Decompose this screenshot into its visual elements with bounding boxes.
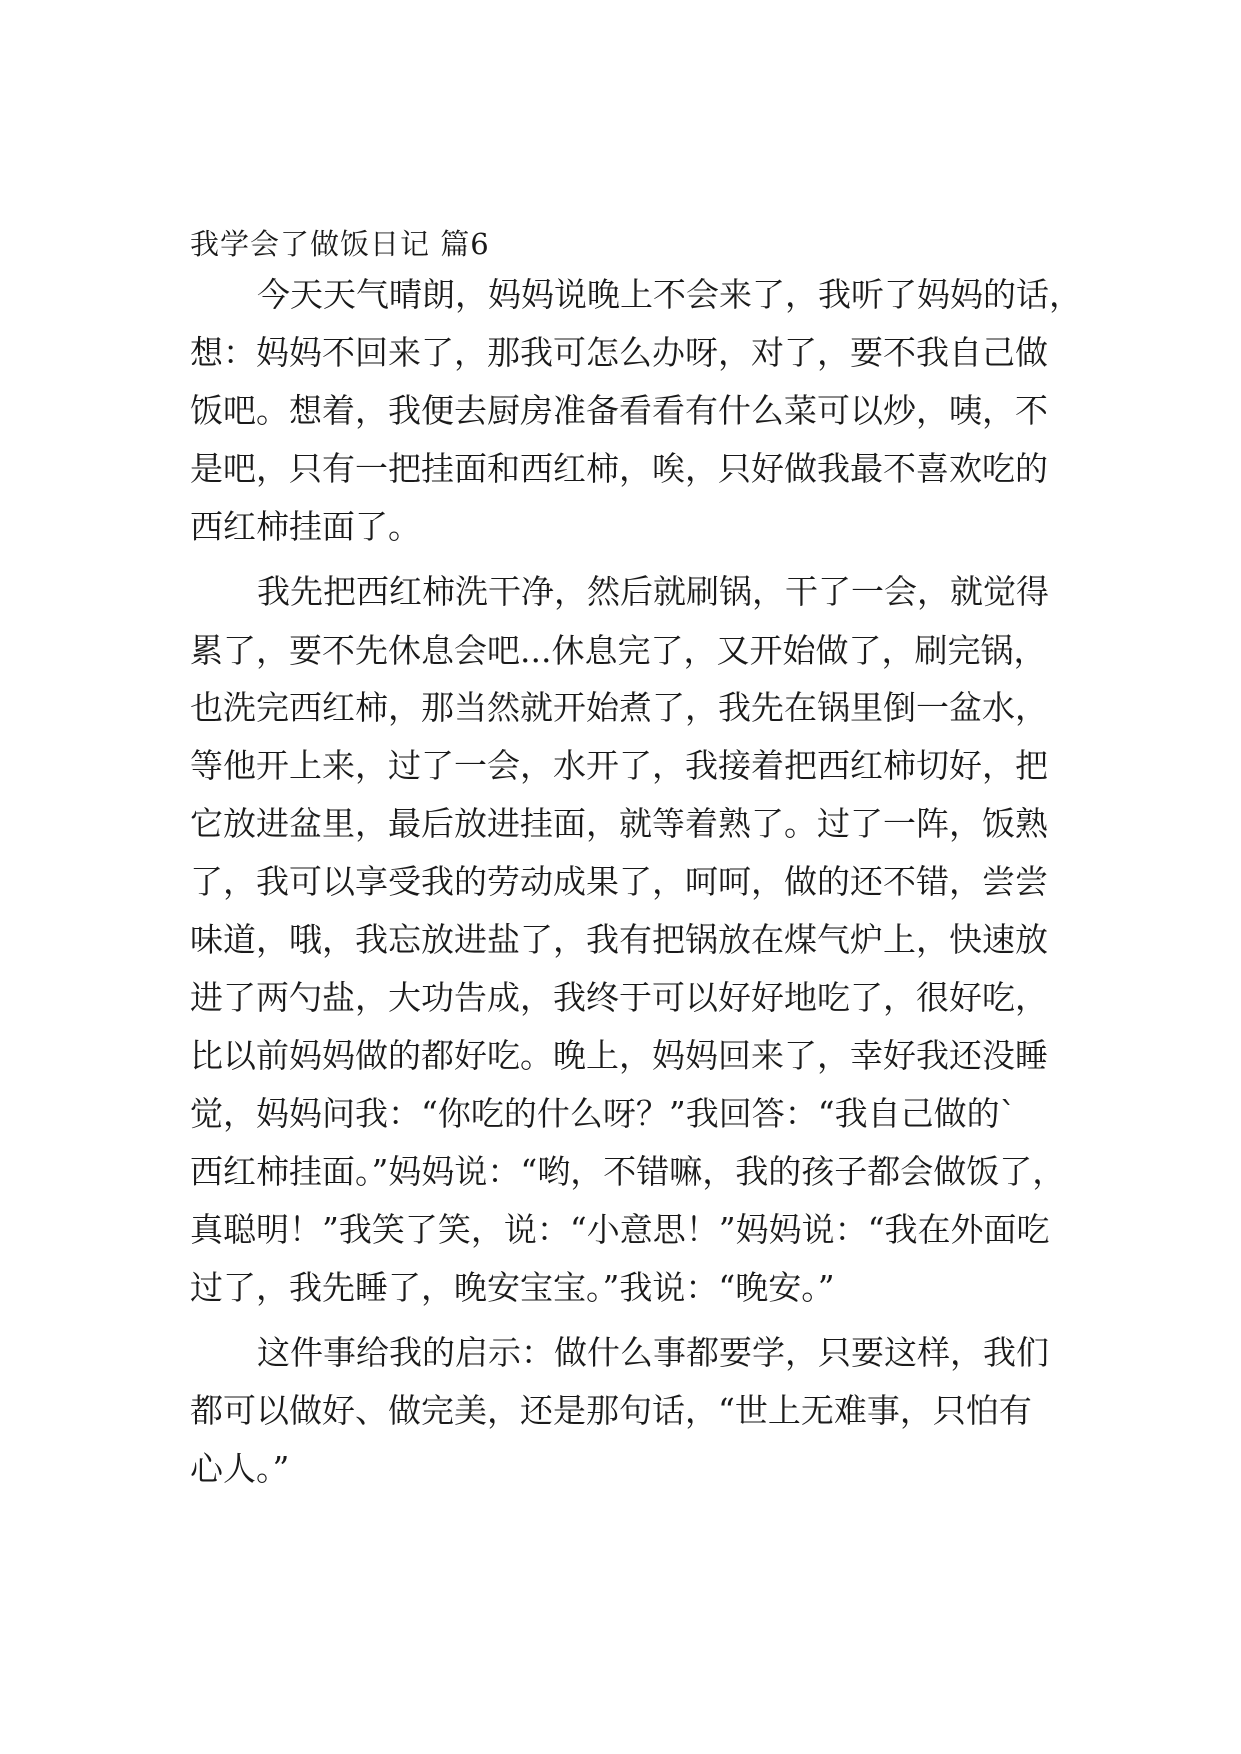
paragraph-3-line-2: 都可以做好、做完美，还是那句话，“世上无难事，只怕有 xyxy=(190,1391,1032,1430)
document-title: 我学会了做饭日记 篇6 xyxy=(190,227,490,261)
paragraph-2-line-10: 觉，妈妈问我：“你吃的什么呀？”我回答：“我自己做的` xyxy=(190,1094,1017,1133)
paragraph-2-line-5: 它放进盆里，最后放进挂面，就等着熟了。过了一阵，饭熟 xyxy=(190,804,1048,843)
paragraph-1-line-5: 西红柿挂面了。 xyxy=(190,507,421,546)
paragraph-1-line-3: 饭吧。想着，我便去厨房准备看看有什么菜可以炒，咦，不 xyxy=(190,391,1048,430)
paragraph-1-line-2: 想：妈妈不回来了，那我可怎么办呀，对了，要不我自己做 xyxy=(190,333,1048,372)
paragraph-2-line-13: 过了，我先睡了，晚安宝宝。”我说：“晚安。” xyxy=(190,1268,835,1307)
paragraph-2-line-9: 比以前妈妈做的都好吃。晚上，妈妈回来了，幸好我还没睡 xyxy=(190,1036,1048,1075)
paragraph-2-line-3: 也洗完西红柿，那当然就开始煮了，我先在锅里倒一盆水， xyxy=(190,688,1048,727)
paragraph-2-line-8: 进了两勺盐，大功告成，我终于可以好好地吃了，很好吃， xyxy=(190,978,1048,1017)
paragraph-1-line-1: 今天天气晴朗，妈妈说晚上不会来了，我听了妈妈的话， xyxy=(257,275,1082,314)
paragraph-3-line-3: 心人。” xyxy=(190,1449,290,1488)
paragraph-2-line-7: 味道，哦，我忘放进盐了，我有把锅放在煤气炉上，快速放 xyxy=(190,920,1048,959)
paragraph-3-line-1: 这件事给我的启示：做什么事都要学，只要这样，我们 xyxy=(257,1333,1049,1372)
paragraph-1-line-4: 是吧，只有一把挂面和西红柿，唉，只好做我最不喜欢吃的 xyxy=(190,449,1048,488)
paragraph-2-line-6: 了，我可以享受我的劳动成果了，呵呵，做的还不错，尝尝 xyxy=(190,862,1048,901)
paragraph-2-line-12: 真聪明！”我笑了笑，说：“小意思！”妈妈说：“我在外面吃 xyxy=(190,1210,1050,1249)
paragraph-2-line-2: 累了，要不先休息会吧...休息完了，又开始做了，刷完锅， xyxy=(190,631,1047,670)
paragraph-2-line-1: 我先把西红柿洗干净，然后就刷锅，干了一会，就觉得 xyxy=(257,572,1049,611)
paragraph-2-line-4: 等他开上来，过了一会，水开了，我接着把西红柿切好，把 xyxy=(190,746,1048,785)
paragraph-2-line-11: 西红柿挂面。”妈妈说：“哟，不错嘛，我的孩子都会做饭了， xyxy=(190,1152,1066,1191)
